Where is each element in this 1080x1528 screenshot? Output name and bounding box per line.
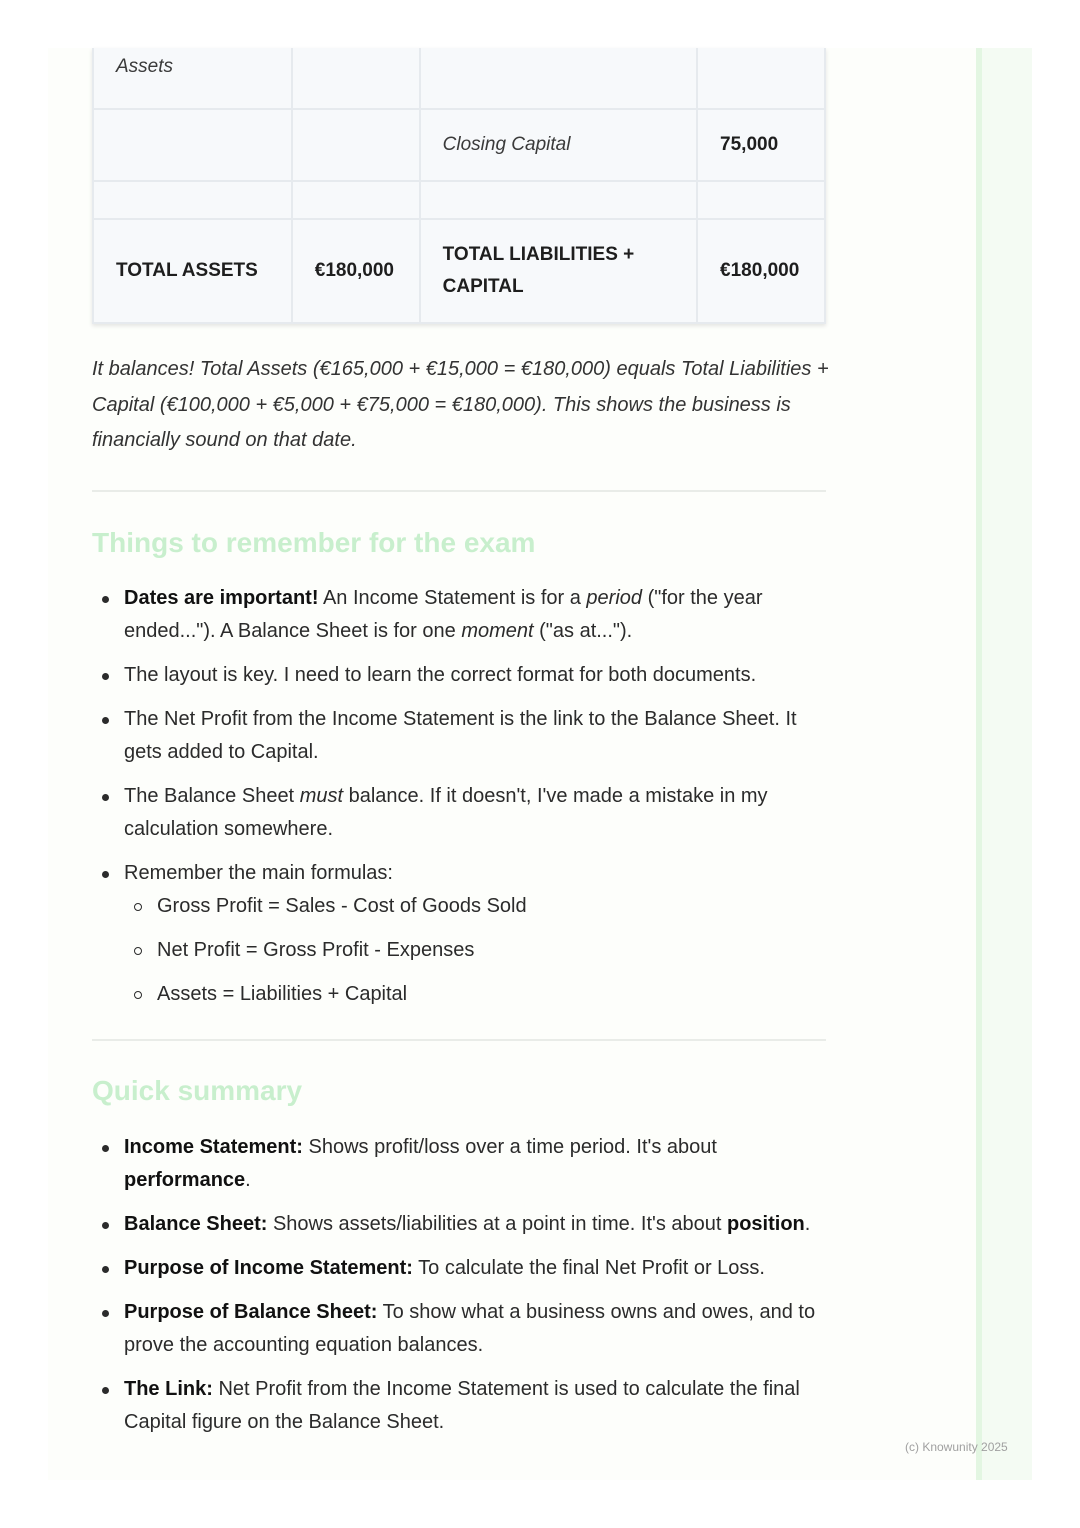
section-heading-summary: Quick summary [92,1075,303,1106]
formula-item: Net Profit = Gross Profit - Expenses [124,934,832,967]
table-cell: 75,000 [697,109,825,181]
copyright-footer: (c) Knowunity 2025 [905,1440,1008,1454]
table-cell [292,48,420,109]
table-cell [93,181,292,219]
list-item: The layout is key. I need to learn the correct format for both documents. [92,659,832,692]
list-item: Income Statement: Shows profit/loss over a time period. It's about performance. [92,1131,832,1197]
list-item: The Balance Sheet must balance. If it doesn't, I've made a mistake in my calculation somewhere. [92,780,832,846]
formula-item: Assets = Liabilities + Capital [124,978,832,1011]
list-item: Balance Sheet: Shows assets/liabilities at a point in time. It's about position. [92,1208,832,1241]
list-item: The Net Profit from the Income Statement is the link to the Balance Sheet. It gets added to Capital. [92,703,832,769]
total-liabilities-label: TOTAL LIABILITIES + CAPITAL [420,219,697,323]
table-cell [292,109,420,181]
table-cell [697,181,825,219]
table-cell: Assets [93,48,292,109]
table-cell [420,181,697,219]
total-assets-label: TOTAL ASSETS [93,219,292,323]
formula-list [124,890,832,1011]
balance-sheet-table [92,48,826,324]
table-cell [292,181,420,219]
table-row [93,181,825,219]
exam-list [92,582,832,1022]
table-cell [697,48,825,109]
list-item: The Link: Net Profit from the Income Statement is used to calculate the final Capital figure on the Balance Sheet. [92,1373,832,1439]
balance-note: It balances! Total Assets (€165,000 + €15,000 = €180,000) equals Total Liabilities + Capital (€100,000 + €5,000 + €75,000 = €180,000). This shows the business is financially sound on that date. [92,358,829,451]
list-item: Purpose of Balance Sheet: To show what a business owns and owes, and to prove the accounting equation balances. [92,1296,832,1362]
list-item: Purpose of Income Statement: To calculate the final Net Profit or Loss. [92,1252,832,1285]
divider [92,490,826,492]
table-cell [93,109,292,181]
side-margin [982,48,1032,1480]
table-row [93,48,825,109]
list-item: Dates are important! An Income Statement is for a period ("for the year ended..."). A Balance Sheet is for one moment ("as at..."). [92,582,832,648]
list-item: Remember the main formulas: Gross Profit = Sales - Cost of Goods Sold Net Profit = Gross Profit - Expenses Assets = Liabilities + Capital [92,857,832,1011]
total-assets-value: €180,000 [292,219,420,323]
table-cell: Closing Capital [420,109,697,181]
total-liabilities-value: €180,000 [697,219,825,323]
table-row [93,219,825,323]
table-row [93,109,825,181]
table-cell [420,48,697,109]
summary-list [92,1131,832,1450]
section-heading-exam: Things to remember for the exam [92,527,536,558]
formula-item: Gross Profit = Sales - Cost of Goods Sold [124,890,832,923]
divider [92,1039,826,1041]
